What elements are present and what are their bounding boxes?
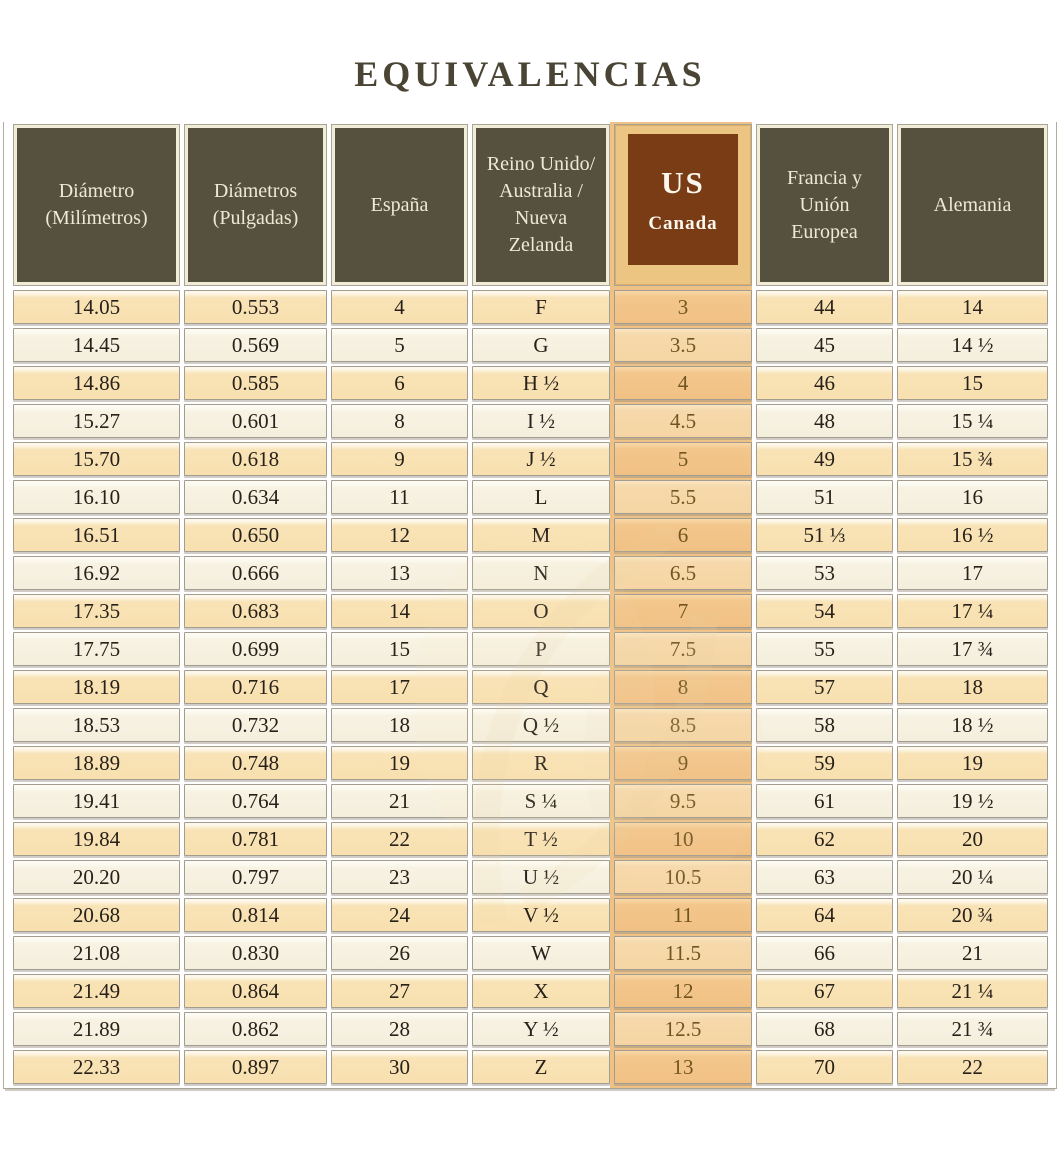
- table-cell: 0.601: [184, 404, 327, 438]
- table-cell: 16 ½: [897, 518, 1048, 552]
- table-cell: 7.5: [614, 632, 752, 666]
- table-cell: 21.08: [13, 936, 180, 970]
- table-cell: 17 ¼: [897, 594, 1048, 628]
- table-cell: 22.33: [13, 1050, 180, 1084]
- table-cell: 21: [897, 936, 1048, 970]
- table-cell: 0.666: [184, 556, 327, 590]
- table-cell: 16.51: [13, 518, 180, 552]
- table-cell: 48: [756, 404, 893, 438]
- table-cell: 13: [614, 1050, 752, 1084]
- column-header-diametro-pulgadas: Diámetros (Pulgadas): [184, 124, 327, 286]
- table-cell: O: [472, 594, 610, 628]
- table-cell: 19.84: [13, 822, 180, 856]
- table-cell: X: [472, 974, 610, 1008]
- table-cell: I ½: [472, 404, 610, 438]
- canada-label: Canada: [648, 212, 718, 234]
- table-cell: 21 ¾: [897, 1012, 1048, 1046]
- table-cell: 27: [331, 974, 468, 1008]
- table-cell: 54: [756, 594, 893, 628]
- table-cell: 21.49: [13, 974, 180, 1008]
- table-cell: 11: [331, 480, 468, 514]
- table-cell: H ½: [472, 366, 610, 400]
- table-cell: 8: [331, 404, 468, 438]
- column-header-espana: España: [331, 124, 468, 286]
- table-cell: 30: [331, 1050, 468, 1084]
- table-cell: 7: [614, 594, 752, 628]
- table-cell: L: [472, 480, 610, 514]
- table-cell: 21 ¼: [897, 974, 1048, 1008]
- column-header-reino-unido: Reino Unido/ Australia / Nueva Zelanda: [472, 124, 610, 286]
- table-cell: 12: [614, 974, 752, 1008]
- table-cell: 0.781: [184, 822, 327, 856]
- table-cell: G: [472, 328, 610, 362]
- table-cell: 57: [756, 670, 893, 704]
- table-cell: Y ½: [472, 1012, 610, 1046]
- table-cell: 9: [331, 442, 468, 476]
- table-cell: 67: [756, 974, 893, 1008]
- table-cell: 0.814: [184, 898, 327, 932]
- table-cell: 58: [756, 708, 893, 742]
- table-cell: W: [472, 936, 610, 970]
- table-cell: J ½: [472, 442, 610, 476]
- table-cell: 51: [756, 480, 893, 514]
- table-cell: 17.35: [13, 594, 180, 628]
- page-title: EQUIVALENCIAS: [354, 54, 706, 94]
- table-cell: Q ½: [472, 708, 610, 742]
- table-cell: 21.89: [13, 1012, 180, 1046]
- column-header-alemania: Alemania: [897, 124, 1048, 286]
- table-cell: 17.75: [13, 632, 180, 666]
- table-cell: 13: [331, 556, 468, 590]
- table-cell: 18.19: [13, 670, 180, 704]
- table-cell: 55: [756, 632, 893, 666]
- table-cell: 0.699: [184, 632, 327, 666]
- table-cell: T ½: [472, 822, 610, 856]
- table-cell: F: [472, 290, 610, 324]
- table-cell: 6: [331, 366, 468, 400]
- table-cell: 26: [331, 936, 468, 970]
- table-cell: 10: [614, 822, 752, 856]
- table-cell: 19: [897, 746, 1048, 780]
- table-cell: 12: [331, 518, 468, 552]
- table-cell: 20 ¾: [897, 898, 1048, 932]
- table-cell: 5: [331, 328, 468, 362]
- table-cell: 0.830: [184, 936, 327, 970]
- table-cell: 0.797: [184, 860, 327, 894]
- table-cell: 28: [331, 1012, 468, 1046]
- table-cell: 18.89: [13, 746, 180, 780]
- table-cell: 14: [331, 594, 468, 628]
- table-cell: 6.5: [614, 556, 752, 590]
- table-cell: 66: [756, 936, 893, 970]
- table-cell: 17: [331, 670, 468, 704]
- table-cell: U ½: [472, 860, 610, 894]
- table-cell: 20 ¼: [897, 860, 1048, 894]
- table-cell: 0.716: [184, 670, 327, 704]
- table-cell: 18.53: [13, 708, 180, 742]
- table-cell: 14 ½: [897, 328, 1048, 362]
- table-cell: 53: [756, 556, 893, 590]
- table-cell: 9: [614, 746, 752, 780]
- table-cell: 0.748: [184, 746, 327, 780]
- table-cell: 11: [614, 898, 752, 932]
- table-cell: 15 ¼: [897, 404, 1048, 438]
- equivalence-table: [3, 122, 1057, 1089]
- us-canada-header-box: [628, 134, 738, 265]
- table-cell: 19.41: [13, 784, 180, 818]
- table-cell: 0.585: [184, 366, 327, 400]
- table-cell: 4: [331, 290, 468, 324]
- table-cell: N: [472, 556, 610, 590]
- table-cell: 20.20: [13, 860, 180, 894]
- table-cell: 16.92: [13, 556, 180, 590]
- table-cell: 0.683: [184, 594, 327, 628]
- table-cell: 0.618: [184, 442, 327, 476]
- table-cell: 0.764: [184, 784, 327, 818]
- table-cell: 23: [331, 860, 468, 894]
- table-cell: 3.5: [614, 328, 752, 362]
- table-cell: 16: [897, 480, 1048, 514]
- table-cell: 70: [756, 1050, 893, 1084]
- table-cell: 0.862: [184, 1012, 327, 1046]
- table-cell: 15: [331, 632, 468, 666]
- table-cell: 15 ¾: [897, 442, 1048, 476]
- table-cell: 9.5: [614, 784, 752, 818]
- table-cell: 15.70: [13, 442, 180, 476]
- table-cell: 0.553: [184, 290, 327, 324]
- table-cell: 20.68: [13, 898, 180, 932]
- table-cell: 14: [897, 290, 1048, 324]
- table-cell: 16.10: [13, 480, 180, 514]
- table-cell: Q: [472, 670, 610, 704]
- table-cell: 51 ⅓: [756, 518, 893, 552]
- table-cell: 19 ½: [897, 784, 1048, 818]
- column-header-diametro-mm: Diámetro (Milímetros): [13, 124, 180, 286]
- table-cell: 64: [756, 898, 893, 932]
- table-cell: 46: [756, 366, 893, 400]
- table-cell: 14.86: [13, 366, 180, 400]
- table-cell: 24: [331, 898, 468, 932]
- table-cell: R: [472, 746, 610, 780]
- table-cell: 19: [331, 746, 468, 780]
- table-cell: 8.5: [614, 708, 752, 742]
- table-cell: 12.5: [614, 1012, 752, 1046]
- table-cell: 59: [756, 746, 893, 780]
- column-header-us-canada: [614, 124, 752, 286]
- table-cell: 17: [897, 556, 1048, 590]
- table-cell: 18 ½: [897, 708, 1048, 742]
- table-cell: 18: [331, 708, 468, 742]
- table-cell: 10.5: [614, 860, 752, 894]
- table-cell: 6: [614, 518, 752, 552]
- table-cell: 3: [614, 290, 752, 324]
- table-cell: 8: [614, 670, 752, 704]
- table-cell: 4.5: [614, 404, 752, 438]
- table-cell: 5.5: [614, 480, 752, 514]
- table-cell: 68: [756, 1012, 893, 1046]
- table-cell: 63: [756, 860, 893, 894]
- table-cell: 0.634: [184, 480, 327, 514]
- table-cell: 11.5: [614, 936, 752, 970]
- table-cell: P: [472, 632, 610, 666]
- table-cell: 14.05: [13, 290, 180, 324]
- table-cell: 15.27: [13, 404, 180, 438]
- table-cell: 0.732: [184, 708, 327, 742]
- table-cell: Z: [472, 1050, 610, 1084]
- column-header-francia-ue: Francia y Unión Europea: [756, 124, 893, 286]
- table-cell: 0.864: [184, 974, 327, 1008]
- table-cell: 15: [897, 366, 1048, 400]
- table-cell: V ½: [472, 898, 610, 932]
- table-cell: 20: [897, 822, 1048, 856]
- table-cell: 0.897: [184, 1050, 327, 1084]
- table-cell: 22: [331, 822, 468, 856]
- table-cell: 18: [897, 670, 1048, 704]
- table-cell: 49: [756, 442, 893, 476]
- table-cell: 0.569: [184, 328, 327, 362]
- equivalence-grid: [13, 124, 1053, 1084]
- table-cell: 4: [614, 366, 752, 400]
- us-label: US: [661, 164, 705, 200]
- table-cell: 45: [756, 328, 893, 362]
- table-cell: S ¼: [472, 784, 610, 818]
- table-cell: 61: [756, 784, 893, 818]
- table-cell: 0.650: [184, 518, 327, 552]
- table-cell: 21: [331, 784, 468, 818]
- table-cell: 14.45: [13, 328, 180, 362]
- table-cell: 17 ¾: [897, 632, 1048, 666]
- table-cell: 44: [756, 290, 893, 324]
- table-cell: 62: [756, 822, 893, 856]
- table-cell: M: [472, 518, 610, 552]
- table-cell: 5: [614, 442, 752, 476]
- table-cell: 22: [897, 1050, 1048, 1084]
